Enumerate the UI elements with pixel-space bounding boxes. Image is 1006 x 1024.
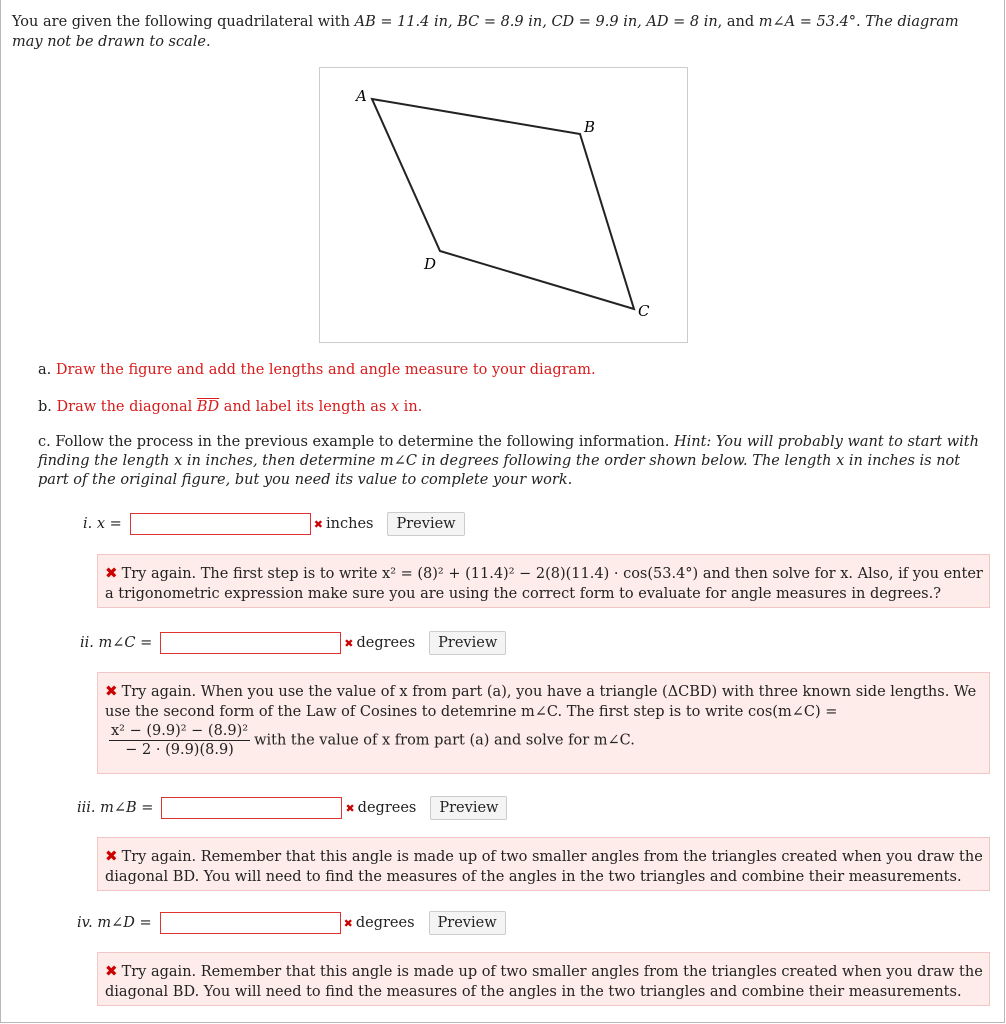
side-ad: AD = 8 in (646, 14, 718, 30)
question-ii-row (80, 631, 506, 655)
vertex-label-a: A (356, 87, 367, 105)
unit-degrees: degrees (356, 635, 416, 651)
part-a-text: Draw the figure and add the lengths and angle measure to your diagram. (55, 362, 596, 378)
vertex-label-d: D (424, 255, 437, 273)
feedback-iii-text: Try again. Remember that this angle is made up of two smaller angles from the triangles created when you draw the diagonal BD. You will need to find the measures of the angles in the two triangles and combine their measurements. (105, 849, 983, 885)
question-i-row (83, 512, 465, 536)
diagonal-bd: $\overline{BD}$ (196, 399, 220, 415)
intro-and: , and (717, 14, 759, 30)
feedback-ii-text-1: Try again. When you use the value of x from part (a), you have a triangle (ΔCBD) with three known side lengths. We use the second form of the Law of Cosines to detemrine m∠C. The first step is to write cos(m∠C) = (105, 684, 977, 720)
error-x-icon: ✖ (345, 801, 355, 815)
part-a (38, 360, 596, 380)
feedback-i (97, 554, 990, 608)
error-x-icon: ✖ (313, 517, 324, 531)
unit-degrees: degrees (357, 800, 417, 816)
answer-angle-d-input[interactable] (160, 912, 341, 934)
preview-button-iv[interactable]: Preview (429, 911, 506, 935)
side-cd: CD = 9.9 in, (551, 14, 647, 30)
part-b-text-3: in. (399, 399, 423, 415)
question-iii-row (77, 796, 507, 820)
error-x-icon: ✖ (105, 847, 118, 865)
error-x-icon: ✖ (105, 682, 118, 700)
part-c-text: Follow the process in the previous example to determine the following information. (55, 434, 674, 450)
feedback-iii (97, 837, 990, 891)
error-x-icon: ✖ (343, 916, 353, 930)
hint-label: Hint: (673, 434, 712, 450)
question-ii-label: ii. m∠C = (80, 635, 153, 651)
question-i-label: i. x = (83, 516, 122, 532)
question-iv-label: iv. m∠D = (77, 915, 152, 931)
error-x-icon: ✖ (105, 564, 118, 582)
problem-statement (12, 12, 987, 52)
part-b (38, 397, 422, 417)
answer-angle-b-input[interactable] (161, 797, 342, 819)
feedback-ii (97, 672, 990, 774)
question-iii-label: iii. m∠B = (77, 800, 154, 816)
part-c (38, 433, 988, 490)
side-bc: BC = 8.9 in, (457, 14, 552, 30)
question-iv-row (77, 911, 506, 935)
intro-tail: . The diagram may not be drawn to scale. (12, 14, 959, 50)
feedback-iv-text: Try again. Remember that this angle is made up of two smaller angles from the triangles created when you draw the diagonal BD. You will need to find the measures of the angles in the two triangles and combine their measurements. (105, 964, 983, 1000)
answer-x-input[interactable] (130, 513, 311, 535)
error-x-icon: ✖ (344, 636, 354, 650)
part-c-prefix: c. (38, 434, 56, 450)
feedback-ii-text-2: with the value of x from part (a) and solve for m∠C. (254, 732, 635, 749)
part-b-text-1: Draw the diagonal (56, 399, 197, 415)
hint-text: You will probably want to start with finding the length x in inches, then determine m∠C in degrees following the order shown below. The length x in inches is not part of the original figure, but you need its value to complete your work. (38, 434, 979, 488)
preview-button-iii[interactable]: Preview (430, 796, 507, 820)
preview-button-ii[interactable]: Preview (429, 631, 506, 655)
angle-a: m∠A = 53.4° (758, 14, 857, 30)
law-of-cosines-fraction (109, 722, 250, 759)
quadrilateral-figure (319, 67, 688, 343)
feedback-iv (97, 952, 990, 1006)
variable-x: x (390, 399, 400, 415)
preview-button-i[interactable]: Preview (387, 512, 464, 536)
part-b-prefix: b. (38, 399, 57, 415)
part-a-prefix: a. (38, 362, 56, 378)
error-x-icon: ✖ (105, 962, 118, 980)
fraction-denominator: − 2 · (9.9)(8.9) (125, 742, 234, 758)
intro-lead: You are given the following quadrilateral with (12, 14, 355, 30)
part-b-text-2: and label its length as (219, 399, 391, 415)
unit-degrees: degrees (355, 915, 415, 931)
fraction-numerator: x² − (9.9)² − (8.9)² (111, 723, 249, 739)
answer-angle-c-input[interactable] (160, 632, 341, 654)
unit-inches: inches (326, 516, 374, 532)
side-ab: AB = 11.4 in, (354, 14, 458, 30)
vertex-label-c: C (638, 302, 650, 320)
vertex-label-b: B (584, 118, 596, 136)
feedback-i-text: Try again. The first step is to write x² = (8)² + (11.4)² − 2(8)(11.4) · cos(53.4°) and then solve for x. Also, if you enter a trigonometric expression make sure you are using the correct form to evaluate for angle measures in degrees.? (105, 566, 983, 602)
